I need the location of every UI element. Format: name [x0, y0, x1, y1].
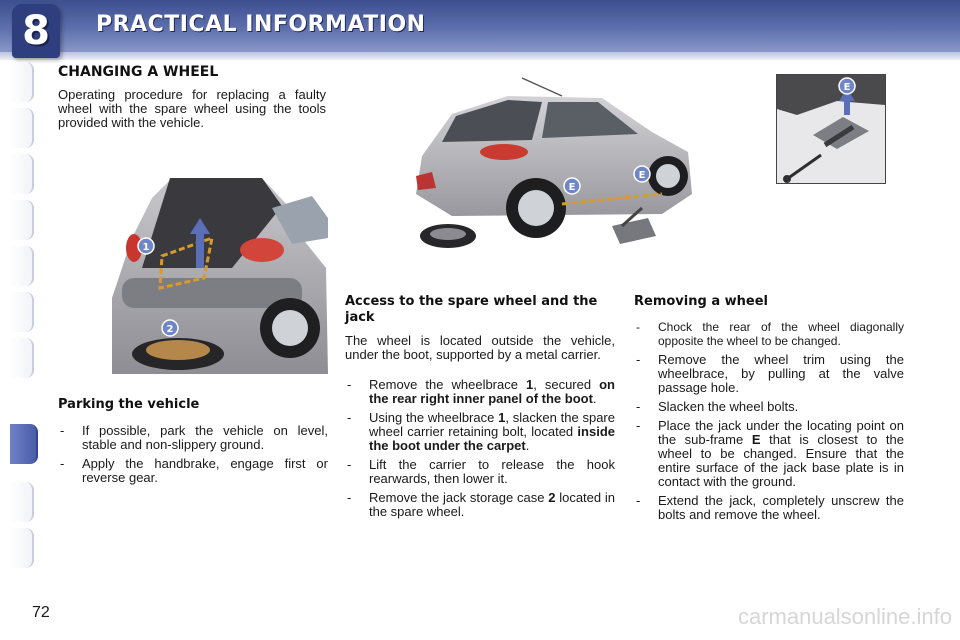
- page-number: 72: [32, 604, 50, 621]
- side-tab-7[interactable]: [10, 338, 34, 378]
- chapter-title: PRACTICAL INFORMATION: [96, 12, 426, 37]
- parking-step-1: - If possible, park the vehicle on level, stable and non-slippery ground.: [58, 424, 328, 452]
- removing-steps: [634, 320, 904, 527]
- section-title: CHANGING A WHEEL: [58, 64, 219, 80]
- removing-step-5: - Extend the jack, completely unscrew the bolts and remove the wheel.: [634, 494, 904, 522]
- side-tab-5[interactable]: [10, 246, 34, 286]
- side-tab-3[interactable]: [10, 154, 34, 194]
- jack-detail-figure: [776, 74, 886, 184]
- access-step-2-ref: 1: [498, 410, 506, 425]
- access-step-1-bold: on the rear right inner panel of the boot: [369, 377, 615, 406]
- side-tab-8-active[interactable]: [10, 424, 38, 464]
- removing-step-2: - Remove the wheel trim using the wheelbrace, by pulling at the valve passage hole.: [634, 353, 904, 395]
- rear-boot-figure: [112, 178, 328, 374]
- chapter-tab: [12, 4, 60, 58]
- side-tab-9[interactable]: [10, 482, 34, 522]
- access-title: Access to the spare wheel and the jack: [345, 294, 598, 325]
- parking-steps: [58, 424, 328, 490]
- access-step-1: [345, 378, 615, 406]
- removing-step-3: - Slacken the wheel bolts.: [634, 400, 904, 414]
- figure-label-2: 2: [166, 324, 174, 335]
- removing-title: Removing a wheel: [634, 294, 768, 309]
- intro-paragraph: Operating procedure for replacing a faulty wheel with the spare wheel using the tools provided with the vehicle.: [58, 87, 326, 130]
- car-side-figure: [412, 76, 696, 266]
- access-step-2-bold: inside the boot under the carpet: [369, 424, 615, 453]
- watermark: carmanualsonline.info: [737, 604, 952, 629]
- side-tab-6[interactable]: [10, 292, 34, 332]
- access-step-2-mid: , slacken the spare wheel carrier retaining bolt, located: [369, 410, 615, 439]
- side-tab-2[interactable]: [10, 108, 34, 148]
- figure-label-e-detail: E: [843, 82, 851, 93]
- access-intro: The wheel is located outside the vehicle, under the boot, supported by a metal carrier.: [345, 333, 615, 362]
- removing-step-4-end: that is closest to the wheel to be changed. Ensure that the entire surface of the jack base plate is in contact with the ground.: [658, 432, 904, 489]
- access-step-1-end: .: [592, 391, 597, 406]
- access-step-2-text: Using the wheelbrace: [369, 410, 499, 425]
- access-step-1-ref: 1: [525, 377, 534, 392]
- access-step-3: - Lift the carrier to release the hook rearwards, then lower it.: [345, 458, 615, 486]
- figure-label-1: 1: [142, 242, 150, 253]
- side-tab-10[interactable]: [10, 528, 34, 568]
- removing-step-4-ref: E: [751, 432, 761, 447]
- side-chapter-tabs: [10, 62, 34, 574]
- figure-label-e-right: E: [638, 170, 646, 181]
- access-steps: [345, 378, 615, 524]
- side-tab-1[interactable]: [10, 62, 34, 102]
- access-step-1-mid: , secured: [533, 377, 600, 392]
- access-step-1-text: Remove the wheelbrace: [369, 377, 526, 392]
- access-step-4: [345, 491, 615, 519]
- removing-step-1: - Chock the rear of the wheel diagonally opposite the wheel to be changed.: [634, 320, 904, 348]
- access-step-4-end: located in the spare wheel.: [369, 490, 615, 519]
- chapter-number: 8: [22, 8, 50, 54]
- access-step-2: [345, 411, 615, 453]
- access-step-4-text: Remove the jack storage case: [369, 490, 549, 505]
- removing-step-4-text: Place the jack under the locating point on the sub-frame: [658, 418, 904, 447]
- access-step-4-ref: 2: [548, 490, 556, 505]
- removing-step-4: [634, 419, 904, 489]
- side-tab-4[interactable]: [10, 200, 34, 240]
- figure-label-e-left: E: [568, 182, 576, 193]
- header-strip: [0, 52, 960, 60]
- access-step-2-end: .: [525, 438, 530, 453]
- parking-step-2: - Apply the handbrake, engage first or reverse gear.: [58, 457, 328, 485]
- parking-title: Parking the vehicle: [58, 397, 200, 412]
